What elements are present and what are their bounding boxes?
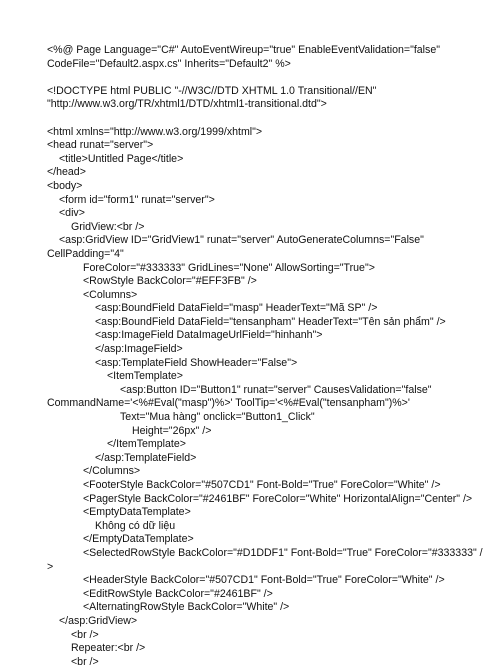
code-line <box>0 112 495 126</box>
code-line: <!DOCTYPE html PUBLIC "-//W3C//DTD XHTML 1.0 Transitional//EN" <box>47 84 377 97</box>
code-line: </asp:ImageField> <box>95 343 183 356</box>
code-line: <asp:GridView ID="GridView1" runat="server" AutoGenerateColumns="False" <box>59 234 424 247</box>
code-line: <HeaderStyle BackColor="#507CD1" Font-Bold="True" ForeColor="White" /> <box>83 574 445 587</box>
code-line: <asp:BoundField DataField="tensanpham" HeaderText="Tên sản phẩm" /> <box>95 315 446 328</box>
code-line: <FooterStyle BackColor="#507CD1" Font-Bold="True" ForeColor="White" /> <box>83 479 441 491</box>
code-line: Không có dữ liệu <box>95 519 176 532</box>
code-line: ForeColor="#333333" GridLines="None" AllowSorting="True"> <box>83 261 375 274</box>
code-line: <asp:TemplateField ShowHeader="False"> <box>95 356 298 369</box>
code-line: Height="26px" /> <box>132 424 212 437</box>
code-line: <br /> <box>71 628 99 641</box>
code-line: <head runat="server"> <box>47 139 154 152</box>
source-code-block <box>0 44 495 669</box>
code-line: </Columns> <box>83 465 141 478</box>
code-line: <asp:BoundField DataField="masp" HeaderText="Mã SP" /> <box>95 302 378 315</box>
code-line: </asp:GridView> <box>59 614 138 627</box>
code-line: <title>Untitled Page</title> <box>59 152 184 165</box>
code-line: <AlternatingRowStyle BackColor="White" /> <box>83 601 290 614</box>
code-line: <SelectedRowStyle BackColor="#D1DDF1" Font-Bold="True" ForeColor="#333333" / <box>83 546 483 559</box>
code-line: <%@ Page Language="C#" AutoEventWireup="true" EnableEventValidation="false" <box>47 44 440 56</box>
code-line: </head> <box>47 166 86 179</box>
code-line: <EmptyDataTemplate> <box>83 506 191 519</box>
code-line: </ItemTemplate> <box>107 438 186 451</box>
code-line: "http://www.w3.org/TR/xhtml1/DTD/xhtml1-transitional.dtd"> <box>47 98 327 111</box>
code-line: <body> <box>47 179 83 192</box>
code-line: <RowStyle BackColor="#EFF3FB" /> <box>83 275 257 288</box>
code-line: <asp:ImageField DataImageUrlField="hinhanh"> <box>95 329 323 342</box>
code-line: CodeFile="Default2.aspx.cs" Inherits="Default2" %> <box>47 57 291 70</box>
code-line: Text="Mua hàng" onclick="Button1_Click" <box>120 411 315 424</box>
code-line: <asp:Button ID="Button1" runat="server" CausesValidation="false" <box>120 383 432 396</box>
code-line: <div> <box>59 207 85 220</box>
code-line: > <box>47 560 54 573</box>
code-line: </asp:TemplateField> <box>95 451 197 464</box>
code-line: <Columns> <box>83 288 138 301</box>
code-line: GridView:<br /> <box>71 220 145 233</box>
code-line: <form id="form1" runat="server"> <box>59 193 215 206</box>
code-line: </EmptyDataTemplate> <box>83 533 194 546</box>
code-line: Repeater:<br /> <box>71 642 146 655</box>
code-line: CommandName='<%#Eval("masp")%>' ToolTip='<%#Eval("tensanpham")%>' <box>47 397 410 410</box>
code-line: CellPadding="4" <box>47 247 124 260</box>
code-line: <br /> <box>71 655 99 668</box>
code-line: <PagerStyle BackColor="#2461BF" ForeColor="White" HorizontalAlign="Center" /> <box>83 492 473 505</box>
code-line: <html xmlns="http://www.w3.org/1999/xhtml"> <box>47 125 263 138</box>
code-line: <ItemTemplate> <box>107 370 183 383</box>
code-line <box>0 71 495 85</box>
code-line: <EditRowStyle BackColor="#2461BF" /> <box>83 587 273 600</box>
